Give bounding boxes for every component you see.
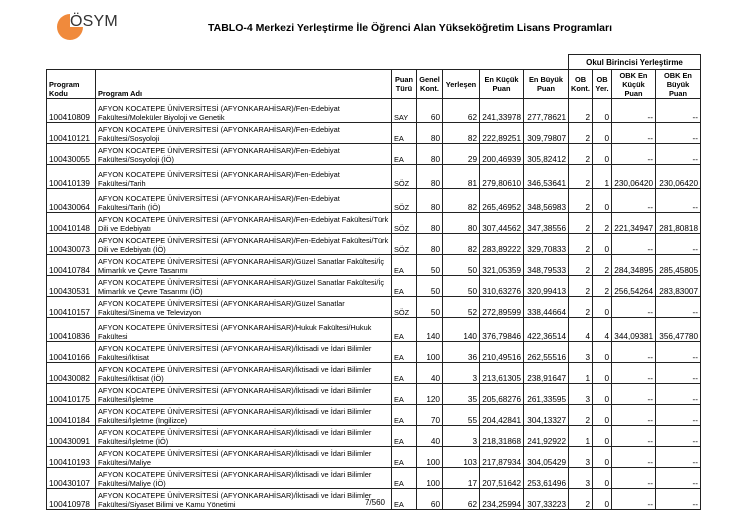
table-row [47,234,701,255]
cell-code: 100410148 [47,213,96,234]
cell-obk-min: -- [612,363,656,384]
cell-obk-max: -- [656,384,701,405]
cell-ob-placed: 2 [593,255,612,276]
cell-code: 100410175 [47,384,96,405]
col-header-code: Program Kodu [47,70,96,99]
cell-max: 277,78621 [524,99,569,123]
cell-quota: 80 [417,213,443,234]
cell-code: 100410184 [47,405,96,426]
cell-max: 348,56983 [524,189,569,213]
col-header-type: Puan Türü [392,70,417,99]
cell-type: EA [392,489,417,510]
cell-obk-min: -- [612,234,656,255]
cell-code: 100430073 [47,234,96,255]
cell-quota: 80 [417,123,443,144]
cell-code: 100430107 [47,468,96,489]
cell-ob-placed: 0 [593,342,612,363]
table-row [47,213,701,234]
cell-min: 279,80610 [480,165,524,189]
page-number: 7/560 [364,498,386,507]
cell-ob-placed: 0 [593,384,612,405]
cell-type: EA [392,384,417,405]
cell-ob-quota: 2 [569,123,593,144]
cell-max: 238,91647 [524,363,569,384]
cell-ob-quota: 3 [569,342,593,363]
cell-obk-max: -- [656,297,701,318]
cell-ob-placed: 0 [593,426,612,447]
cell-obk-max: -- [656,123,701,144]
cell-ob-quota: 2 [569,165,593,189]
cell-ob-quota: 1 [569,363,593,384]
cell-quota: 140 [417,318,443,342]
cell-max: 422,36514 [524,318,569,342]
cell-obk-min: 344,09381 [612,318,656,342]
cell-obk-min: -- [612,447,656,468]
osym-logo [57,10,127,42]
cell-quota: 50 [417,255,443,276]
cell-min: 218,31868 [480,426,524,447]
cell-name: AFYON KOCATEPE ÜNİVERSİTESİ (AFYONKARAHİSAR)/Fen-Edebiyat Fakültesi/Tarih (İÖ) [96,189,392,213]
cell-ob-quota: 2 [569,213,593,234]
table-row [47,123,701,144]
cell-obk-max: -- [656,234,701,255]
cell-placed: 82 [443,123,480,144]
cell-type: EA [392,123,417,144]
cell-max: 338,44664 [524,297,569,318]
cell-max: 320,99413 [524,276,569,297]
cell-min: 205,68276 [480,384,524,405]
cell-name: AFYON KOCATEPE ÜNİVERSİTESİ (AFYONKARAHİSAR)/Fen-Edebiyat Fakültesi/Moleküler Biyoloji ve Genetik [96,99,392,123]
cell-code: 100430531 [47,276,96,297]
cell-name: AFYON KOCATEPE ÜNİVERSİTESİ (AFYONKARAHİSAR)/İktisadi ve İdari Bilimler Fakültesi/İktisat [96,342,392,363]
cell-code: 100430091 [47,426,96,447]
cell-ob-placed: 0 [593,297,612,318]
cell-ob-placed: 0 [593,447,612,468]
table-row [47,426,701,447]
cell-min: 283,89222 [480,234,524,255]
cell-code: 100410809 [47,99,96,123]
cell-ob-quota: 3 [569,468,593,489]
table-row [47,144,701,165]
cell-obk-max: -- [656,405,701,426]
cell-type: EA [392,426,417,447]
cell-name: AFYON KOCATEPE ÜNİVERSİTESİ (AFYONKARAHİSAR)/Fen-Edebiyat Fakültesi/Sosyoloji (İÖ) [96,144,392,165]
cell-placed: 82 [443,234,480,255]
table-row [47,468,701,489]
table-body [47,99,701,510]
cell-name: AFYON KOCATEPE ÜNİVERSİTESİ (AFYONKARAHİSAR)/İktisadi ve İdari Bilimler Fakültesi/Siyaset Bilimi ve Kamu Yönetimi [96,489,392,510]
table-row [47,297,701,318]
cell-max: 261,33595 [524,384,569,405]
table-row [47,405,701,426]
cell-name: AFYON KOCATEPE ÜNİVERSİTESİ (AFYONKARAHİSAR)/Güzel Sanatlar Fakültesi/İç Mimarlık ve Çevre Tasarımı (İÖ) [96,276,392,297]
cell-quota: 50 [417,297,443,318]
cell-ob-quota: 3 [569,384,593,405]
cell-code: 100430055 [47,144,96,165]
cell-name: AFYON KOCATEPE ÜNİVERSİTESİ (AFYONKARAHİSAR)/Güzel Sanatlar Fakültesi/Sinema ve Televizyon [96,297,392,318]
cell-ob-quota: 2 [569,297,593,318]
cell-name: AFYON KOCATEPE ÜNİVERSİTESİ (AFYONKARAHİSAR)/İktisadi ve İdari Bilimler Fakültesi/İktisat (İÖ) [96,363,392,384]
cell-ob-placed: 0 [593,144,612,165]
cell-obk-max: 281,80818 [656,213,701,234]
col-header-ob-placed: OB Yer. [593,70,612,99]
cell-quota: 100 [417,468,443,489]
cell-min: 213,61305 [480,363,524,384]
cell-placed: 29 [443,144,480,165]
cell-obk-min: -- [612,99,656,123]
cell-ob-placed: 2 [593,276,612,297]
cell-ob-placed: 0 [593,468,612,489]
cell-type: EA [392,144,417,165]
cell-type: EA [392,255,417,276]
table-row [47,318,701,342]
page-title: TABLO-4 Merkezi Yerleştirme İle Öğrenci Alan Yükseköğretim Lisans Programları [208,22,613,34]
cell-placed: 36 [443,342,480,363]
cell-quota: 100 [417,342,443,363]
cell-name: AFYON KOCATEPE ÜNİVERSİTESİ (AFYONKARAHİSAR)/Fen-Edebiyat Fakültesi/Türk Dili ve Edebiyatı [96,213,392,234]
cell-quota: 80 [417,189,443,213]
cell-max: 304,05429 [524,447,569,468]
cell-name: AFYON KOCATEPE ÜNİVERSİTESİ (AFYONKARAHİSAR)/Fen-Edebiyat Fakültesi/Türk Dili ve Edebiyatı (İÖ) [96,234,392,255]
cell-type: SAY [392,99,417,123]
group-header-okul-birincisi: Okul Birincisi Yerleştirme [569,55,701,70]
cell-type: SÖZ [392,189,417,213]
cell-code: 100410978 [47,489,96,510]
cell-name: AFYON KOCATEPE ÜNİVERSİTESİ (AFYONKARAHİSAR)/İktisadi ve İdari Bilimler Fakültesi/Maliye (İÖ) [96,468,392,489]
table-row [47,363,701,384]
cell-quota: 120 [417,384,443,405]
cell-obk-min: 284,34895 [612,255,656,276]
cell-obk-min: 230,06420 [612,165,656,189]
col-header-quota: Genel Kont. [417,70,443,99]
cell-obk-min: -- [612,342,656,363]
cell-obk-max: 230,06420 [656,165,701,189]
cell-name: AFYON KOCATEPE ÜNİVERSİTESİ (AFYONKARAHİSAR)/Güzel Sanatlar Fakültesi/İç Mimarlık ve Çevre Tasarımı [96,255,392,276]
cell-placed: 82 [443,189,480,213]
cell-obk-max: -- [656,342,701,363]
cell-max: 329,70833 [524,234,569,255]
col-header-obk-min: OBK En Küçük Puan [612,70,656,99]
cell-placed: 50 [443,255,480,276]
cell-type: EA [392,447,417,468]
col-header-ob-quota: OB Kont. [569,70,593,99]
cell-placed: 140 [443,318,480,342]
cell-obk-min: -- [612,426,656,447]
col-header-name: Program Adı [96,70,392,99]
cell-type: EA [392,468,417,489]
cell-obk-max: -- [656,363,701,384]
cell-min: 207,51642 [480,468,524,489]
cell-obk-min: -- [612,144,656,165]
cell-min: 222,89251 [480,123,524,144]
cell-name: AFYON KOCATEPE ÜNİVERSİTESİ (AFYONKARAHİSAR)/Hukuk Fakültesi/Hukuk Fakültesi [96,318,392,342]
cell-min: 272,89599 [480,297,524,318]
cell-placed: 55 [443,405,480,426]
cell-max: 348,79533 [524,255,569,276]
cell-ob-placed: 0 [593,189,612,213]
cell-min: 234,25994 [480,489,524,510]
col-header-min: En Küçük Puan [480,70,524,99]
cell-ob-placed: 0 [593,363,612,384]
cell-ob-quota: 1 [569,426,593,447]
cell-max: 305,82412 [524,144,569,165]
cell-placed: 81 [443,165,480,189]
cell-code: 100410784 [47,255,96,276]
cell-obk-min: 221,34947 [612,213,656,234]
programs-table [46,54,701,510]
cell-min: 265,46952 [480,189,524,213]
table-row [47,99,701,123]
cell-max: 346,53641 [524,165,569,189]
cell-obk-max: 285,45805 [656,255,701,276]
cell-type: EA [392,405,417,426]
cell-max: 241,92922 [524,426,569,447]
cell-ob-quota: 3 [569,447,593,468]
cell-placed: 35 [443,384,480,405]
cell-obk-min: -- [612,489,656,510]
cell-name: AFYON KOCATEPE ÜNİVERSİTESİ (AFYONKARAHİSAR)/İktisadi ve İdari Bilimler Fakültesi/İşletme [96,384,392,405]
table-row [47,447,701,468]
cell-quota: 40 [417,363,443,384]
cell-name: AFYON KOCATEPE ÜNİVERSİTESİ (AFYONKARAHİSAR)/İktisadi ve İdari Bilimler Fakültesi/İşletme (İngilizce) [96,405,392,426]
cell-ob-quota: 2 [569,99,593,123]
cell-obk-min: -- [612,384,656,405]
cell-code: 100410193 [47,447,96,468]
cell-max: 307,33223 [524,489,569,510]
cell-max: 347,38556 [524,213,569,234]
cell-code: 100430082 [47,363,96,384]
cell-placed: 62 [443,99,480,123]
cell-obk-max: -- [656,189,701,213]
cell-ob-placed: 4 [593,318,612,342]
cell-code: 100410166 [47,342,96,363]
cell-max: 253,61496 [524,468,569,489]
cell-type: SÖZ [392,213,417,234]
cell-code: 100410121 [47,123,96,144]
cell-quota: 80 [417,234,443,255]
cell-ob-placed: 2 [593,213,612,234]
cell-obk-max: -- [656,99,701,123]
cell-code: 100410139 [47,165,96,189]
cell-obk-max: -- [656,426,701,447]
col-header-max: En Büyük Puan [524,70,569,99]
cell-name: AFYON KOCATEPE ÜNİVERSİTESİ (AFYONKARAHİSAR)/Fen-Edebiyat Fakültesi/Tarih [96,165,392,189]
cell-placed: 17 [443,468,480,489]
cell-ob-quota: 2 [569,276,593,297]
cell-ob-quota: 2 [569,255,593,276]
cell-obk-max: 283,83007 [656,276,701,297]
table-row [47,276,701,297]
cell-ob-quota: 2 [569,405,593,426]
cell-max: 309,79807 [524,123,569,144]
cell-quota: 40 [417,426,443,447]
cell-ob-placed: 0 [593,489,612,510]
table-row [47,384,701,405]
cell-type: EA [392,363,417,384]
cell-type: SÖZ [392,165,417,189]
cell-placed: 3 [443,363,480,384]
cell-quota: 80 [417,144,443,165]
col-header-obk-max: OBK En Büyük Puan [656,70,701,99]
cell-ob-quota: 2 [569,144,593,165]
cell-placed: 50 [443,276,480,297]
cell-type: EA [392,342,417,363]
cell-obk-max: -- [656,447,701,468]
cell-name: AFYON KOCATEPE ÜNİVERSİTESİ (AFYONKARAHİSAR)/Fen-Edebiyat Fakültesi/Sosyoloji [96,123,392,144]
cell-min: 200,46939 [480,144,524,165]
cell-code: 100410157 [47,297,96,318]
cell-ob-placed: 0 [593,123,612,144]
cell-quota: 60 [417,489,443,510]
cell-quota: 80 [417,165,443,189]
cell-min: 307,44562 [480,213,524,234]
cell-max: 262,55516 [524,342,569,363]
cell-ob-placed: 0 [593,234,612,255]
cell-obk-max: -- [656,489,701,510]
cell-obk-min: -- [612,189,656,213]
cell-code: 100410836 [47,318,96,342]
cell-obk-min: -- [612,123,656,144]
col-header-placed: Yerleşen [443,70,480,99]
cell-ob-placed: 1 [593,165,612,189]
cell-type: EA [392,318,417,342]
cell-min: 321,05359 [480,255,524,276]
cell-min: 204,42841 [480,405,524,426]
cell-max: 304,13327 [524,405,569,426]
cell-code: 100430064 [47,189,96,213]
table-row [47,165,701,189]
cell-min: 310,63276 [480,276,524,297]
cell-ob-quota: 2 [569,234,593,255]
cell-ob-placed: 0 [593,99,612,123]
cell-obk-max: -- [656,144,701,165]
cell-obk-min: -- [612,468,656,489]
cell-quota: 50 [417,276,443,297]
table-row [47,342,701,363]
cell-quota: 100 [417,447,443,468]
cell-min: 376,79846 [480,318,524,342]
cell-placed: 52 [443,297,480,318]
cell-ob-quota: 4 [569,318,593,342]
cell-placed: 103 [443,447,480,468]
cell-type: SÖZ [392,234,417,255]
cell-min: 210,49516 [480,342,524,363]
cell-obk-min: -- [612,297,656,318]
cell-name: AFYON KOCATEPE ÜNİVERSİTESİ (AFYONKARAHİSAR)/İktisadi ve İdari Bilimler Fakültesi/İşletme (İÖ) [96,426,392,447]
cell-placed: 62 [443,489,480,510]
cell-min: 241,33978 [480,99,524,123]
logo-text: ÖSYM [70,13,118,30]
cell-quota: 70 [417,405,443,426]
cell-min: 217,87934 [480,447,524,468]
table-row [47,255,701,276]
cell-obk-max: 356,47780 [656,318,701,342]
cell-placed: 3 [443,426,480,447]
cell-ob-quota: 2 [569,189,593,213]
cell-type: EA [392,276,417,297]
cell-placed: 80 [443,213,480,234]
cell-quota: 60 [417,99,443,123]
cell-name: AFYON KOCATEPE ÜNİVERSİTESİ (AFYONKARAHİSAR)/İktisadi ve İdari Bilimler Fakültesi/Maliye [96,447,392,468]
cell-type: SÖZ [392,297,417,318]
cell-obk-min: 256,54264 [612,276,656,297]
table-row [47,189,701,213]
cell-obk-max: -- [656,468,701,489]
cell-ob-placed: 0 [593,405,612,426]
cell-obk-min: -- [612,405,656,426]
cell-ob-quota: 2 [569,489,593,510]
